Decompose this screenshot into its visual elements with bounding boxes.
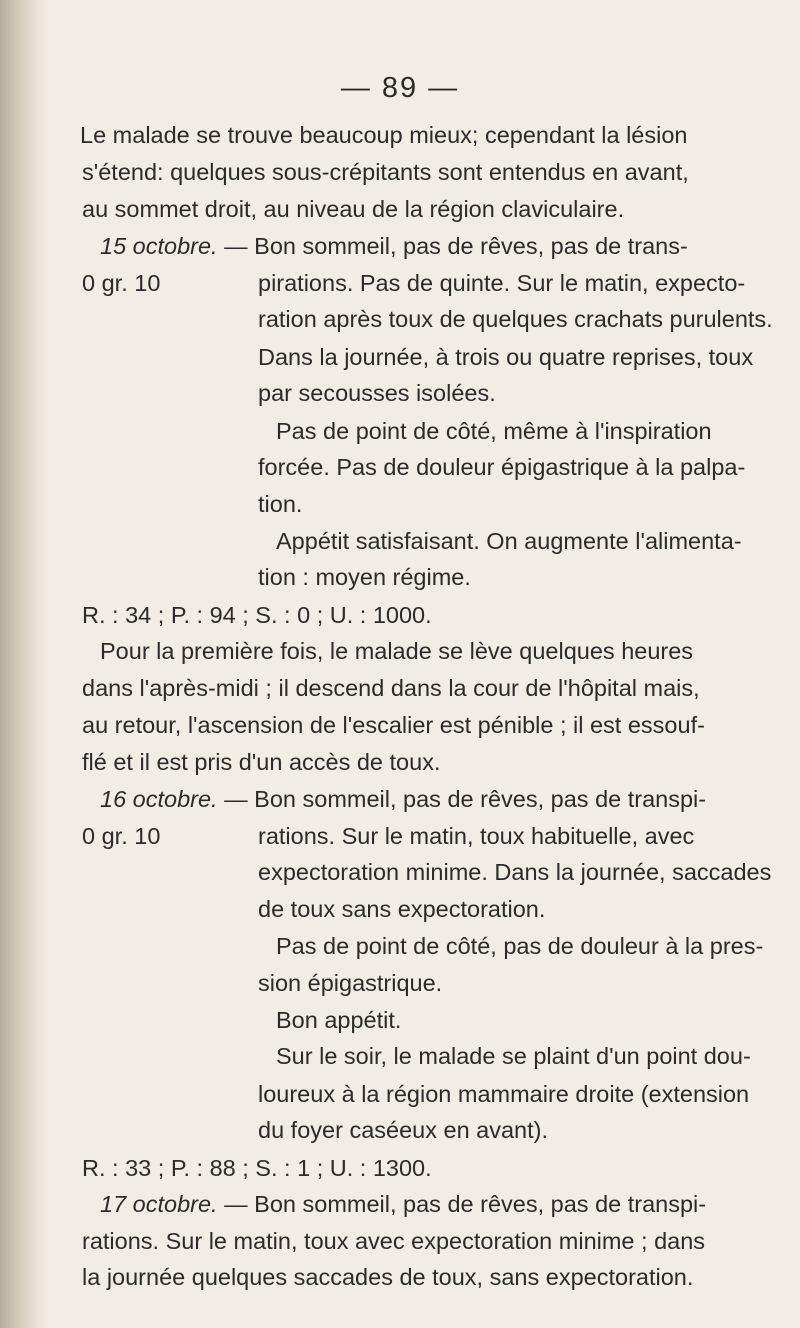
entry-heading (100, 231, 688, 261)
dosage-label: 0 gr. 10 (82, 269, 161, 296)
text-line: Appétit satisfaisant. On augmente l'alimenta- (276, 527, 742, 554)
text-line: Pas de point de côté, même à l'inspiration (276, 417, 712, 444)
vitals-line: R. : 34 ; P. : 94 ; S. : 0 ; U. : 1000. (82, 601, 432, 628)
text-line: expectoration minime. Dans la journée, saccades (258, 859, 772, 885)
text-line: tion : moyen régime. (258, 564, 471, 591)
text-line: flé et il est pris d'un accès de toux. (82, 748, 441, 775)
text-line: — Bon sommeil, pas de rêves, pas de transpi- (217, 1191, 707, 1217)
text-line: sion épigastrique. (258, 970, 443, 997)
entry-date: 17 octobre. (100, 1191, 218, 1217)
text-line: pirations. Pas de quinte. Sur le matin, expecto- (258, 269, 746, 296)
vitals-line: R. : 33 ; P. : 88 ; S. : 1 ; U. : 1300. (82, 1154, 432, 1181)
text-line: Pour la première fois, le malade se lève quelques heures (100, 638, 694, 665)
text-line: loureux à la région mammaire droite (extension (258, 1080, 750, 1107)
text-line: au retour, l'ascension de l'escalier est pénible ; il est essouf- (82, 712, 705, 739)
text-line: dans l'après-midi ; il descend dans la cour de l'hôpital mais, (82, 674, 700, 701)
text-line: par secousses isolées. (258, 380, 496, 407)
text-line: de toux sans expectoration. (258, 896, 546, 923)
text-line: Dans la journée, à trois ou quatre reprises, toux (258, 343, 754, 370)
entry-date: 15 octobre. (100, 233, 218, 260)
text-line: forcée. Pas de douleur épigastrique à la palpa- (258, 454, 746, 480)
text-line: du foyer caséeux en avant). (258, 1117, 549, 1144)
text-line: Sur le soir, le malade se plaint d'un point dou- (276, 1043, 751, 1070)
dosage-label: 0 gr. 10 (82, 822, 161, 849)
text-line: — Bon sommeil, pas de rêves, pas de trans- (217, 233, 688, 260)
text-line: tion. (258, 490, 303, 517)
text-line: — Bon sommeil, pas de rêves, pas de transpi- (217, 786, 707, 812)
entry-heading (100, 784, 706, 814)
entry-heading (100, 1189, 706, 1219)
entry-date: 16 octobre. (100, 786, 218, 812)
text-line: ration après toux de quelques crachats purulents. (258, 306, 773, 333)
text-line: rations. Sur le matin, toux habituelle, avec (258, 822, 695, 849)
text-line: Bon appétit. (276, 1006, 402, 1033)
text-line: s'étend: quelques sous-crépitants sont entendus en avant, (82, 159, 689, 186)
page-number: — 89 — (340, 72, 460, 104)
text-line: au sommet droit, au niveau de la région claviculaire. (82, 195, 625, 222)
text-line: rations. Sur le matin, toux avec expectoration minime ; dans (82, 1227, 706, 1254)
text-line: la journée quelques saccades de toux, sans expectoration. (82, 1264, 694, 1290)
text-line: Le malade se trouve beaucoup mieux; cependant la lésion (80, 122, 688, 148)
text-line: Pas de point de côté, pas de douleur à la pres- (276, 932, 764, 959)
